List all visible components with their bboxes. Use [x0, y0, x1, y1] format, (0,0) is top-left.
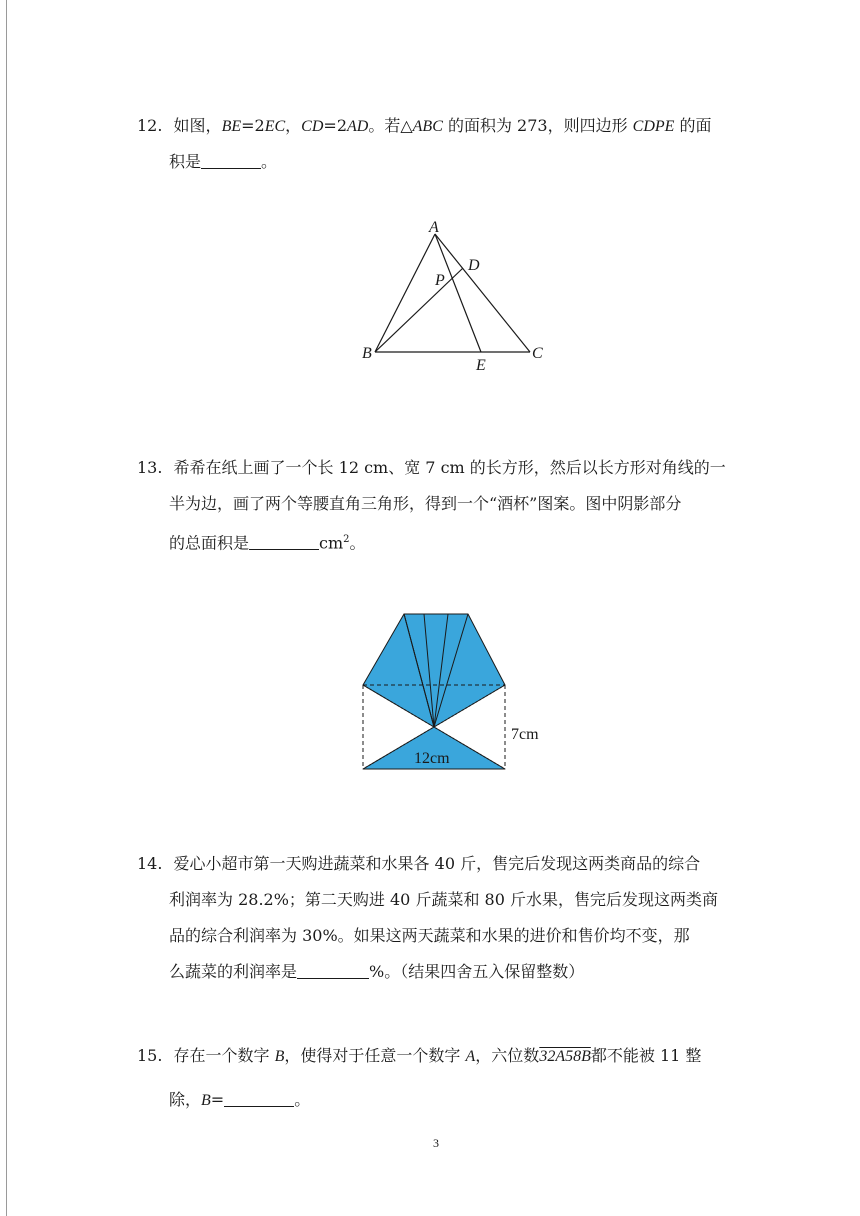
text: =2: [323, 116, 347, 135]
text: ，使得对于任意一个数字: [284, 1046, 466, 1065]
variable: CDPE: [632, 118, 675, 135]
answer-blank[interactable]: [224, 1092, 294, 1107]
text: 。若△: [368, 116, 413, 135]
question-number: 14.: [137, 854, 163, 873]
label-P: P: [435, 272, 445, 289]
width-label: 12cm: [414, 750, 450, 767]
text: 半为边，画了两个等腰直角三角形，得到一个“酒杯”图案。图中阴影部分: [169, 494, 682, 513]
text: 存在一个数字: [173, 1046, 275, 1065]
label-E: E: [476, 357, 486, 374]
height-label: 7cm: [511, 726, 539, 743]
answer-blank[interactable]: [249, 535, 319, 550]
answer-blank[interactable]: [201, 154, 261, 169]
wine-glass-figure: [350, 605, 570, 780]
label-B: B: [362, 345, 372, 362]
question-number: 15.: [137, 1046, 163, 1065]
text: 积是: [169, 152, 202, 171]
variable: B: [201, 1092, 211, 1109]
page-left-border: [6, 0, 7, 1216]
text: 利润率为 28.2%；第二天购进 40 斤蔬菜和 80 斤水果，售完后发现这两类商: [169, 890, 718, 909]
variable: CD: [301, 118, 324, 135]
text: ，六位数: [475, 1046, 540, 1065]
label-A: A: [429, 219, 439, 236]
text: %。（结果四舍五入保留整数）: [369, 962, 585, 981]
text: 。: [261, 152, 278, 171]
label-C: C: [532, 345, 543, 362]
variable: AD: [347, 118, 369, 135]
text: 如图，: [173, 116, 222, 135]
text: 都不能被 11 整: [590, 1046, 702, 1065]
text: 的面: [674, 116, 712, 135]
text: 品的综合利润率为 30%。如果这两天蔬菜和水果的进价和售价均不变，那: [169, 926, 690, 945]
variable: EC: [264, 118, 286, 135]
text: 。: [349, 533, 366, 553]
text: 除，: [169, 1090, 202, 1109]
text: 的总面积是: [169, 533, 250, 553]
text: =: [210, 1090, 225, 1109]
unit-exponent: 2: [343, 534, 350, 545]
text: 的面积为 273，则四边形: [442, 116, 633, 135]
variable: BE: [221, 118, 242, 135]
answer-blank[interactable]: [297, 964, 369, 979]
text: 希希在纸上画了一个长 12 cm、宽 7 cm 的长方形，然后以长方形对角线的一: [173, 458, 726, 477]
text: 。: [294, 1090, 311, 1109]
text: 么蔬菜的利润率是: [169, 962, 298, 981]
text: ，: [285, 116, 302, 135]
label-D: D: [468, 257, 480, 274]
variable: ABC: [412, 118, 443, 135]
page-number: 3: [433, 1136, 439, 1150]
text: 爱心小超市第一天购进蔬菜和水果各 40 斤，售完后发现这两类商品的综合: [173, 854, 701, 873]
question-number: 13.: [137, 458, 163, 477]
variable: A: [465, 1048, 476, 1065]
text: =2: [241, 116, 265, 135]
triangle-figure: [355, 218, 555, 378]
unit: cm: [319, 533, 344, 553]
question-number: 12.: [137, 116, 163, 135]
variable: B: [274, 1048, 285, 1065]
six-digit-number: 32A58B: [539, 1048, 591, 1065]
